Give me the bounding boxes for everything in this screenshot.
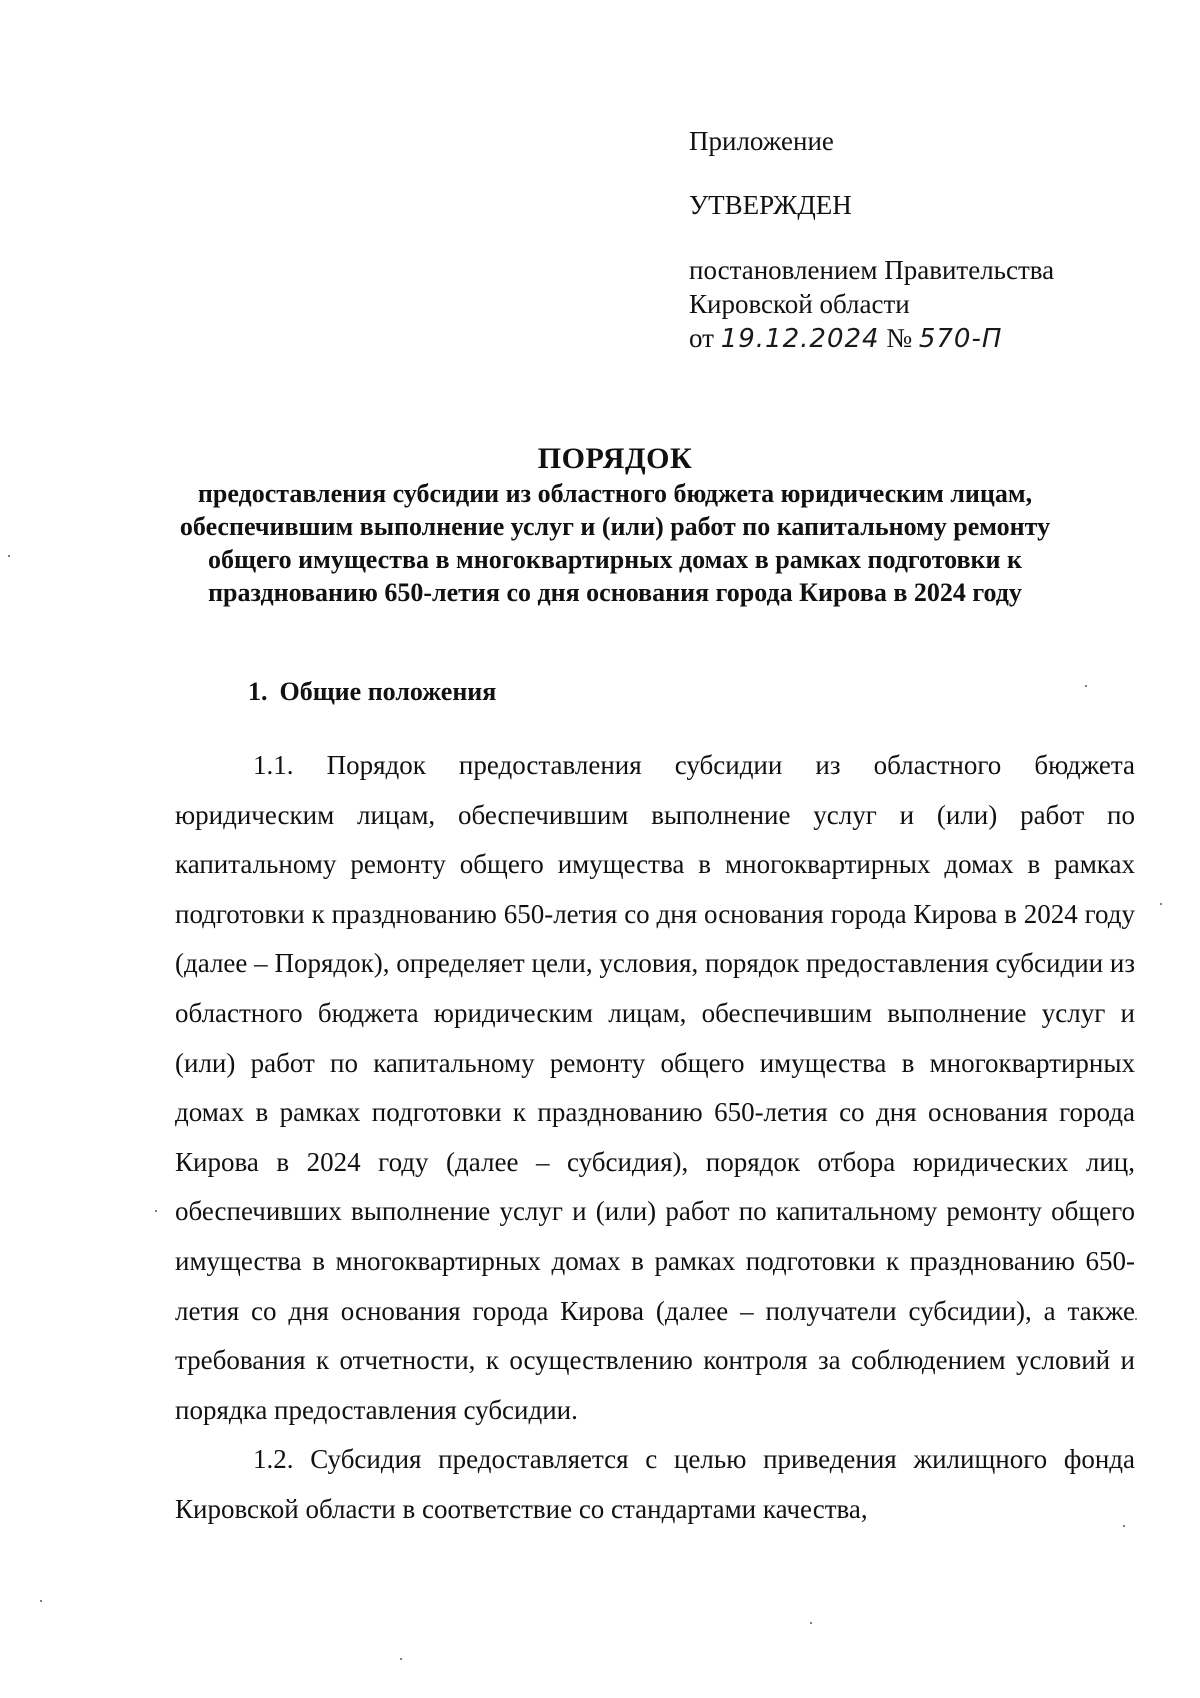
approval-line-2: Кировской области bbox=[689, 289, 910, 319]
body-text bbox=[175, 741, 1135, 1535]
section-title: Общие положения bbox=[279, 677, 497, 706]
section-number: 1. bbox=[248, 677, 268, 706]
date-prefix: от bbox=[689, 323, 714, 353]
approval-line-1: постановлением Правительства bbox=[689, 255, 1055, 285]
title-block bbox=[150, 441, 1080, 609]
handwritten-number: 570-П bbox=[918, 324, 1003, 354]
section-heading bbox=[248, 675, 496, 709]
paragraph-1-1: 1.1. Порядок предоставления субсидии из областного бюджета юридическим лицам, обеспечившим выполнение услуг и (или) работ по капитальному ремонту общего имущества в многоквартирных домах в рамках подготовки к празднованию 650-летия со дня основания города Кирова в 2024 году (далее – Порядок), определяет цели, условия, порядок предоставления субсидии из областного бюджета юридическим лицам, обеспечившим выполнение услуг и (или) работ по капитальному ремонту общего имущества в многоквартирных домах в рамках подготовки к празднованию 650-летия со дня основания города Кирова в 2024 году (далее – субсидия), порядок отбора юридических лиц, обеспечивших выполнение услуг и (или) работ по капитальному ремонту общего имущества в многоквартирных домах в рамках подготовки к празднованию 650-летия со дня основания города Кирова (далее – получатели субсидии), а также требования к отчетности, к осуществлению контроля за соблюдением условий и порядка предоставления субсидии. bbox=[175, 750, 1135, 1425]
paragraph-1-2: 1.2. Субсидия предоставляется с целью приведения жилищного фонда Кировской области в соответствие со стандартами качества, bbox=[175, 1444, 1135, 1524]
appendix-label: Приложение bbox=[689, 126, 834, 156]
handwritten-date: 19.12.2024 bbox=[720, 324, 880, 354]
document-subtitle: предоставления субсидии из областного бюджета юридическим лицам, обеспечившим выполнение услуг и (или) работ по капитальному ремонту общего имущества в многоквартирных домах в рамках подготовки к празднованию 650-летия со дня основания города Кирова в 2024 году bbox=[179, 479, 1051, 607]
approval-date-line bbox=[689, 321, 1109, 356]
number-sign: № bbox=[886, 323, 913, 353]
approval-block bbox=[689, 124, 1109, 356]
approved-label: УТВЕРЖДЕН bbox=[689, 190, 852, 220]
document-title: ПОРЯДОК bbox=[537, 442, 693, 475]
